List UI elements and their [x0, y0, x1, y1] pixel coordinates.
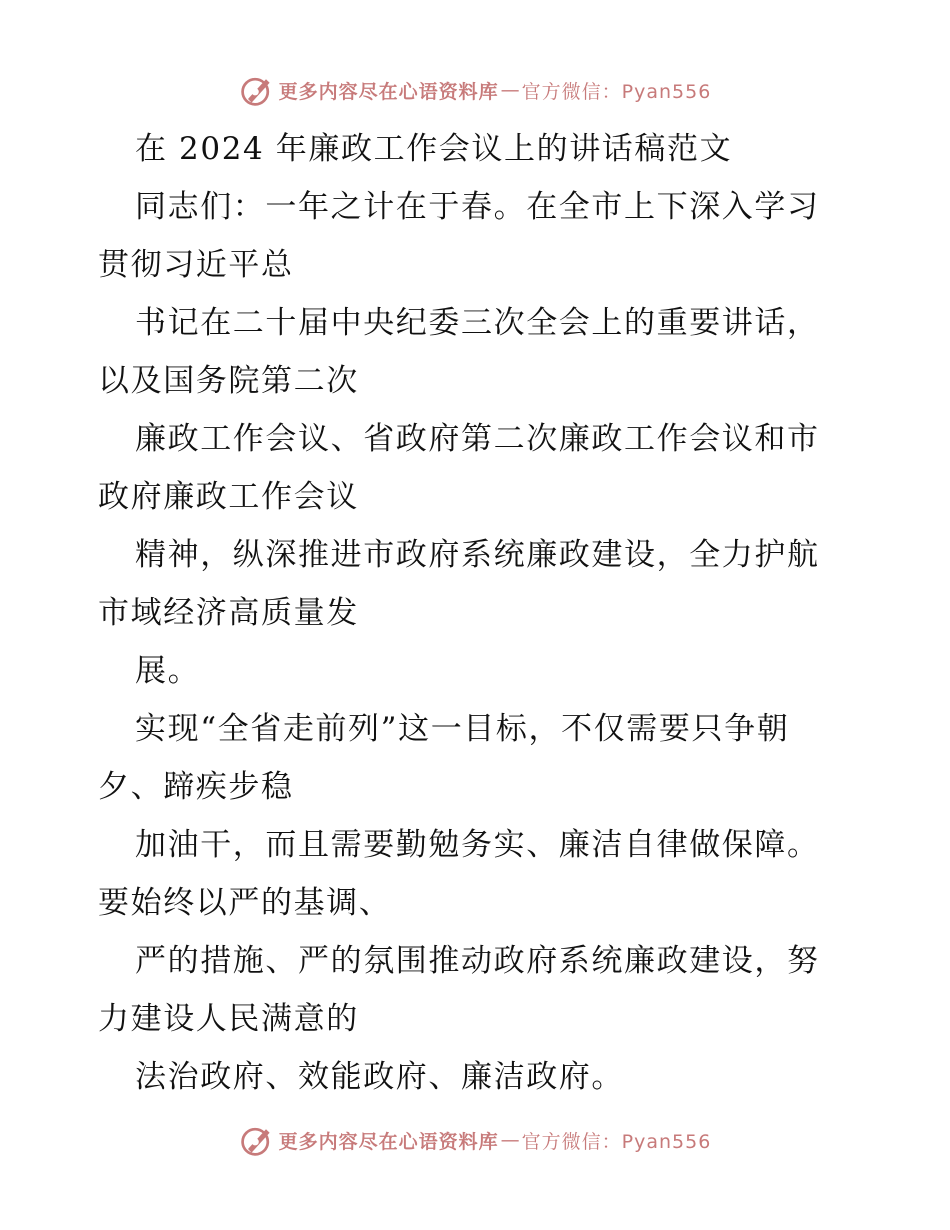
- footer-watermark: [0, 1120, 950, 1160]
- text-line: 严的措施、严的氛围推动政府系统廉政建设，努: [135, 943, 820, 979]
- pen-circle-logo-icon: [239, 1122, 275, 1158]
- document-title: 在 2024 年廉政工作会议上的讲话稿范文: [135, 131, 733, 167]
- text-line: 夕、蹄疾步稳: [98, 769, 294, 805]
- brand-name: 更多内容尽在心语资料库: [278, 1130, 499, 1153]
- text-line: 廉政工作会议、省政府第二次廉政工作会议和市: [135, 421, 820, 457]
- text-line: 要始终以严的基调、: [98, 885, 392, 921]
- wechat-label: 官方微信：Pyan556: [521, 1130, 712, 1153]
- text-line: 实现“全省走前列”这一目标，不仅需要只争朝: [135, 711, 790, 747]
- text-line: 精神，纵深推进市政府系统廉政建设，全力护航: [135, 537, 820, 573]
- text-line: 市域经济高质量发: [98, 595, 359, 631]
- text-line: 力建设人民满意的: [98, 1001, 359, 1037]
- header-watermark: [0, 70, 950, 110]
- brand-name: 更多内容尽在心语资料库: [278, 80, 499, 103]
- text-line: 展。: [135, 653, 201, 689]
- text-line: 书记在二十届中央纪委三次全会上的重要讲话，: [135, 305, 820, 341]
- wechat-label: 官方微信：Pyan556: [521, 80, 712, 103]
- text-line: 加油干，而且需要勤勉务实、廉洁自律做保障。: [135, 827, 820, 863]
- text-line: 法治政府、效能政府、廉洁政府。: [135, 1059, 624, 1095]
- text-line: 以及国务院第二次: [98, 363, 359, 399]
- brand-separator: —: [500, 1129, 520, 1151]
- text-line: 政府廉政工作会议: [98, 479, 359, 515]
- document-body: [0, 120, 950, 1106]
- pen-circle-logo-icon: [239, 72, 275, 108]
- text-line: 贯彻习近平总: [98, 247, 294, 283]
- text-line: 同志们：一年之计在于春。在全市上下深入学习: [135, 189, 820, 225]
- brand-separator: —: [500, 79, 520, 101]
